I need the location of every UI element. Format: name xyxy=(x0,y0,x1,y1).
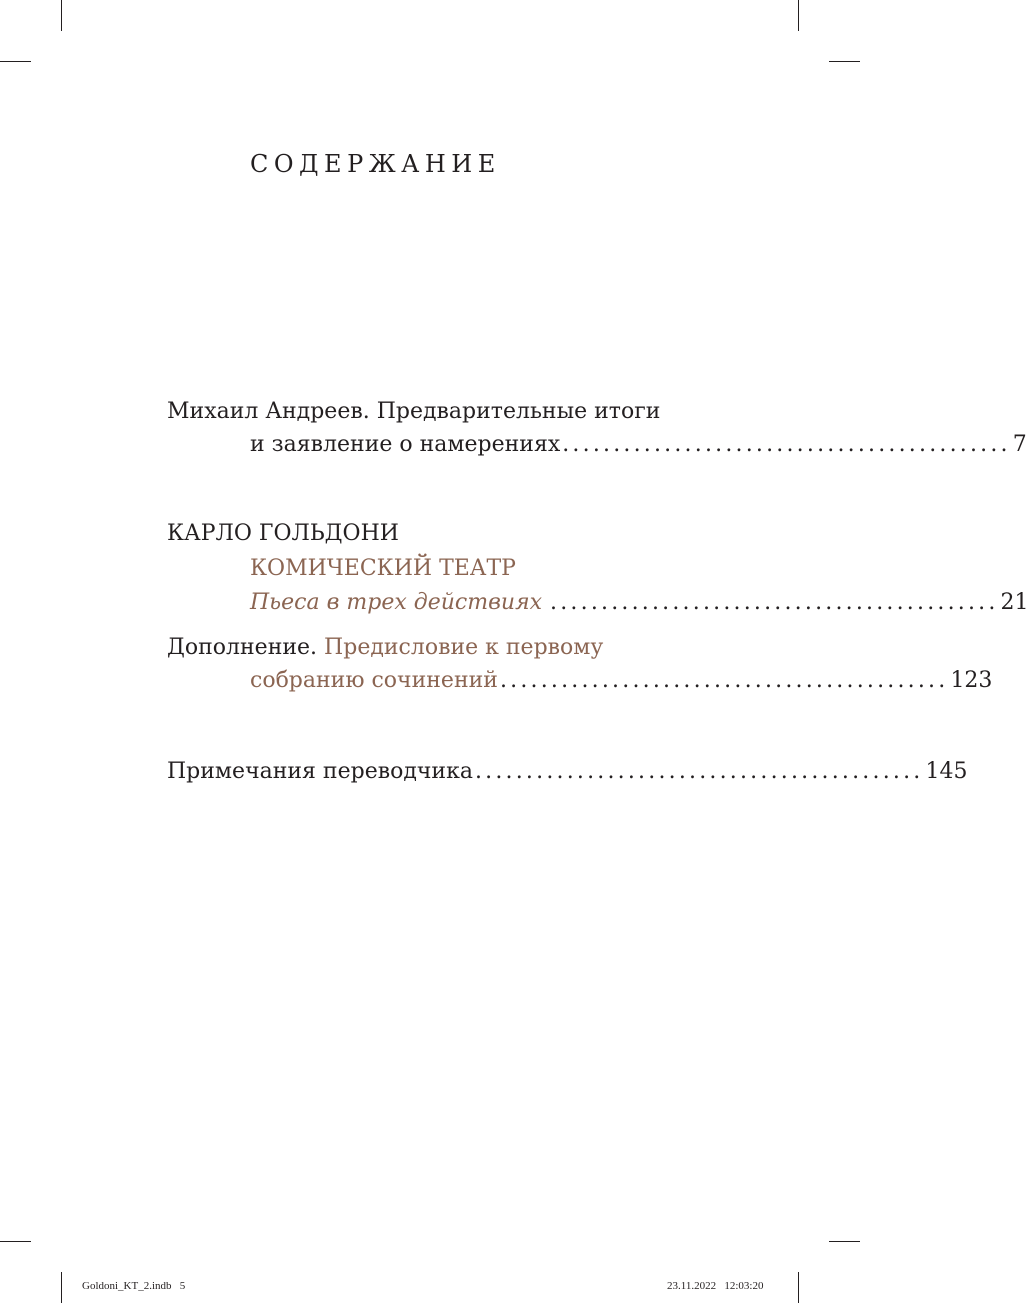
toc-entry-andreev-title-cont: и заявление о намерениях xyxy=(250,432,561,457)
crop-mark-top-left xyxy=(61,0,62,31)
supplement-title: Предисловие к первому xyxy=(324,635,604,660)
page-number: 145 xyxy=(925,759,968,784)
dot-leader: ............................................ xyxy=(550,590,999,615)
toc-entry-andreev-line2 xyxy=(250,428,1027,462)
crop-mark-left-bottom xyxy=(0,1241,31,1242)
crop-mark-right-top xyxy=(829,61,860,62)
page-number: 123 xyxy=(950,668,993,693)
page-number: 21 xyxy=(1000,590,1029,615)
toc-entry-andreev-line1 xyxy=(167,395,692,429)
footer-timestamp: 23.11.2022 12:03:20 xyxy=(667,1280,764,1292)
dot-leader: ............................................ xyxy=(474,759,924,784)
crop-mark-bottom-left xyxy=(61,1272,62,1303)
supplement-title-cont: собранию сочинений xyxy=(250,668,498,693)
footer-file-info: Goldoni_KT_2.indb 5 xyxy=(82,1280,186,1292)
toc-section-author xyxy=(167,517,692,551)
crop-mark-bottom-right xyxy=(798,1272,799,1303)
author-name: КАРЛО ГОЛЬДОНИ xyxy=(167,521,399,546)
notes-label: Примечания переводчика xyxy=(167,759,473,784)
supplement-label: Дополнение. xyxy=(167,635,318,660)
page-title: СОДЕРЖАНИЕ xyxy=(250,150,501,178)
crop-mark-right-bottom xyxy=(829,1241,860,1242)
toc-entry-supplement-line2 xyxy=(250,664,993,698)
toc-entry-supplement-line1 xyxy=(167,631,692,665)
toc-entry-andreev-title: Михаил Андреев. Предварительные итоги xyxy=(167,399,661,424)
toc-entry-play-subtitle xyxy=(250,586,1029,620)
page-number: 7 xyxy=(1012,432,1027,457)
dot-leader: ............................................ xyxy=(499,668,949,693)
toc-entry-play-title xyxy=(250,552,692,586)
crop-mark-left-top xyxy=(0,61,31,62)
crop-mark-top-right xyxy=(798,0,799,31)
play-title: КОМИЧЕСКИЙ ТЕАТР xyxy=(250,556,516,581)
dot-leader: ............................................ xyxy=(562,432,1011,457)
toc-entry-notes xyxy=(167,755,968,789)
play-subtitle: Пьеса в трех действиях xyxy=(250,590,543,615)
